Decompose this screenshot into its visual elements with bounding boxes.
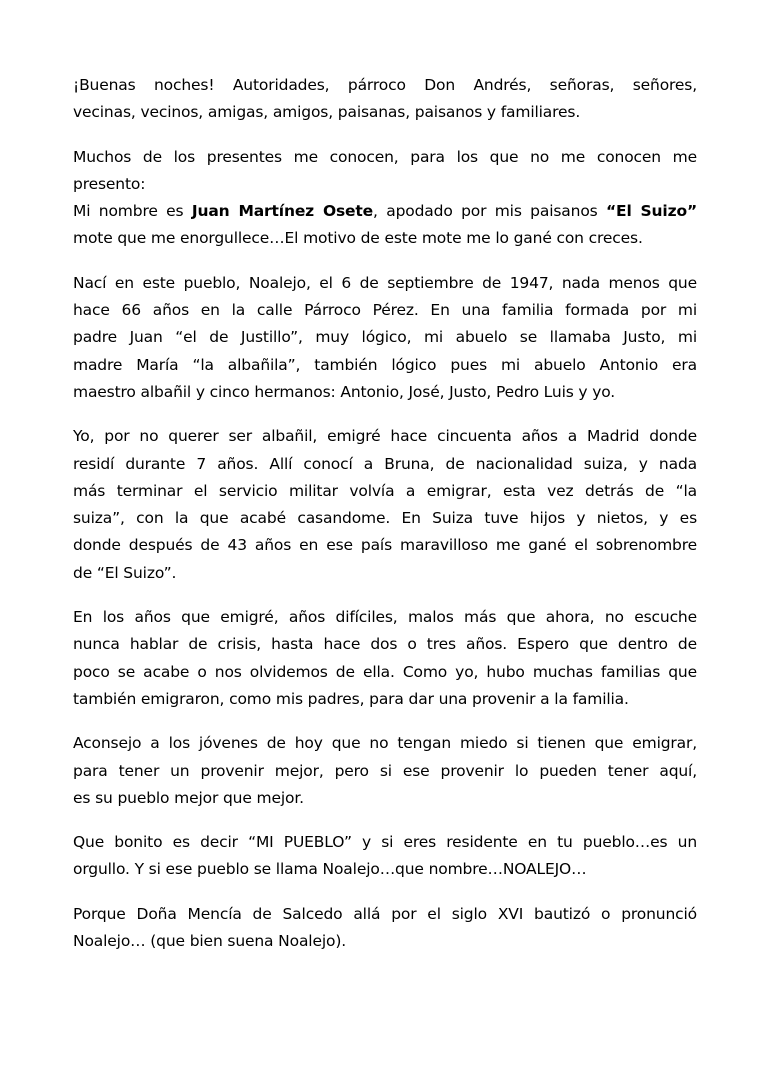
text-line: Noalejo… (que bien suena Noalejo). xyxy=(73,932,347,951)
paragraph-crisis xyxy=(73,604,697,713)
text-line: residí durante 7 años. Allí conocí a Bruna, de nacionalidad suiza, y nada xyxy=(73,454,697,473)
text-line: para tener un provenir mejor, pero si ese provenir lo pueden tener aquí, xyxy=(73,761,697,780)
text-line: En los años que emigré, años difíciles, malos más que ahora, no escuche xyxy=(73,608,697,627)
text-fragment: Mi nombre es xyxy=(73,202,192,221)
text-line: nunca hablar de crisis, hasta hace dos o tres años. Espero que dentro de xyxy=(73,635,697,654)
text-line: Muchos de los presentes me conocen, para los que no me conocen me xyxy=(73,147,697,166)
text-line: es su pueblo mejor que mejor. xyxy=(73,788,304,807)
text-line: donde después de 43 años en ese país maravilloso me gané el sobrenombre xyxy=(73,536,697,555)
text-line: más terminar el servicio militar volvía a emigrar, esta vez detrás de “la xyxy=(73,481,697,500)
text-line: maestro albañil y cinco hermanos: Antonio, José, Justo, Pedro Luis y yo. xyxy=(73,382,616,401)
paragraph-birth xyxy=(73,270,697,406)
text-line: ¡Buenas noches! Autoridades, párroco Don Andrés, señoras, señores, xyxy=(73,76,697,94)
paragraph-introduction xyxy=(73,144,697,253)
paragraph-greeting xyxy=(73,72,697,127)
paragraph-pride xyxy=(73,829,697,884)
text-line: presento: xyxy=(73,174,146,193)
document-page xyxy=(73,72,697,972)
text-line: padre Juan “el de Justillo”, muy lógico, mi abuelo se llamaba Justo, mi xyxy=(73,328,697,347)
nickname: “El Suizo” xyxy=(606,202,697,221)
text-line: hace 66 años en la calle Párroco Pérez. En una familia formada por mi xyxy=(73,301,697,320)
text-line: orgullo. Y si ese pueblo se llama Noalejo…que nombre…NOALEJO… xyxy=(73,860,587,879)
text-line: Porque Doña Mencía de Salcedo allá por el siglo XVI bautizó o pronunció xyxy=(73,904,697,923)
text-line: madre María “la albañila”, también lógico pues mi abuelo Antonio era xyxy=(73,355,697,374)
text-line: mote que me enorgullece…El motivo de este mote me lo gané con creces. xyxy=(73,229,643,248)
text-line: Yo, por no querer ser albañil, emigré hace cincuenta años a Madrid donde xyxy=(73,427,697,446)
text-line: de “El Suizo”. xyxy=(73,563,177,582)
text-line xyxy=(73,198,697,225)
author-name: Juan Martínez Osete xyxy=(191,202,374,221)
text-line: vecinas, vecinos, amigas, amigos, paisanas, paisanos y familiares. xyxy=(73,103,581,122)
text-fragment: , apodado por mis paisanos xyxy=(373,202,606,221)
paragraph-emigration xyxy=(73,423,697,587)
paragraph-origin xyxy=(73,901,697,956)
text-line: poco se acabe o nos olvidemos de ella. Como yo, hubo muchas familias que xyxy=(73,662,697,681)
text-line: suiza”, con la que acabé casandome. En Suiza tuve hijos y nietos, y es xyxy=(73,509,697,528)
text-line: también emigraron, como mis padres, para dar una provenir a la familia. xyxy=(73,689,629,708)
paragraph-advice xyxy=(73,730,697,812)
text-line: Nací en este pueblo, Noalejo, el 6 de septiembre de 1947, nada menos que xyxy=(73,273,697,292)
text-line: Que bonito es decir “MI PUEBLO” y si eres residente en tu pueblo…es un xyxy=(73,833,697,852)
text-line: Aconsejo a los jóvenes de hoy que no tengan miedo si tienen que emigrar, xyxy=(73,734,697,753)
